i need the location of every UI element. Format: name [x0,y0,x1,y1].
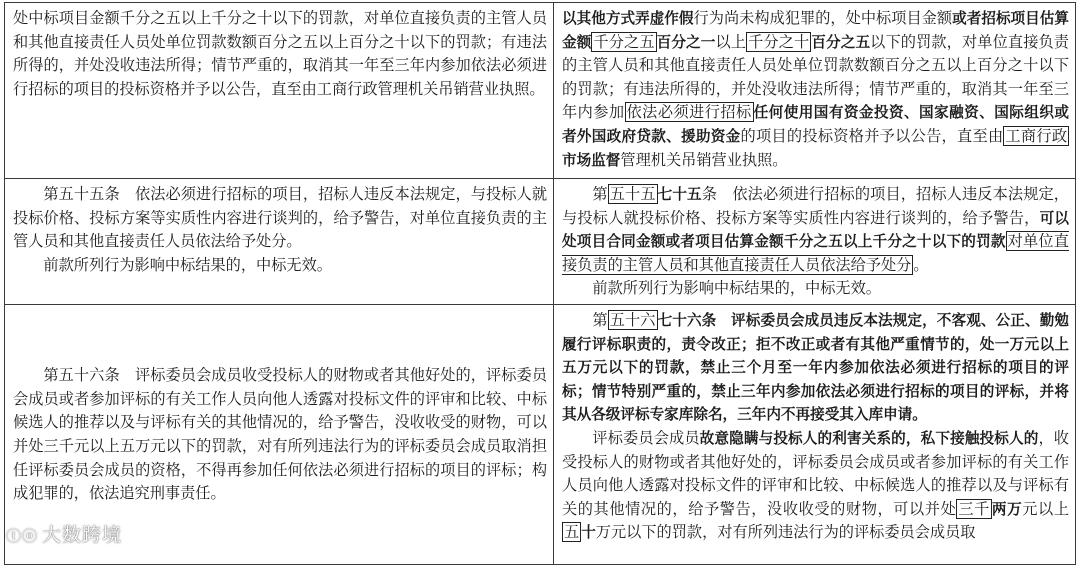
new-paragraph [562,183,1069,277]
watermark [6,520,122,547]
new-paragraph [562,427,1069,545]
added-text: 两万 [991,500,1023,518]
added-text: 市场监督 [562,151,621,169]
deleted-text-box: 千分之十 [748,32,810,51]
brand-logo-icon: ⓣⓞ [6,527,39,545]
old-paragraph: 前款所列行为影响中标结果的，中标无效。 [43,255,332,274]
text-run: 行为尚未构成犯罪的，处中标项目金额 [693,9,953,27]
deleted-text-box: 五十六 [609,310,656,329]
deleted-text-box: 依法必须进行招标 [626,103,752,122]
deleted-text-box: 三千 [958,499,990,518]
text-run: 评标委员会成员 [592,428,700,447]
text-run: 以下的罚款，对单位直接负责的主管人员和其他直接责任人员处单位罚款数额百分之五以上百分之十以下的罚款；有违法所得的，并处没收违法所得；情节严重的，取消其一年至三年内参加 [562,32,1069,122]
deleted-text-box: 五十五 [609,185,656,203]
text-run: 第 [592,310,608,329]
old-paragraph: 第五十五条 依法必须进行招标的项目，招标人违反本法规定，与投标人就投标价格、投标方案等实质性内容进行谈判的，给予警告，对单位直接负责的主管人员和其他直接责任人员依法给予处分。 [13,185,547,251]
table-row [5,3,1076,179]
added-text: 十 [581,524,596,542]
added-text: 任何使用国有资金投资、国家融资、国际组织或者外国政府贷款、援助资金 [562,104,1070,145]
added-text: 故意隐瞒与投标人的利害关系的，私下接触投标人的 [699,429,1039,447]
text-run: 前款所列行为影响中标结果的，中标无效。 [592,279,881,298]
text-run: 第 [592,185,608,203]
table-row [5,179,1076,305]
new-text-cell [554,3,1076,179]
new-text-cell [554,179,1076,305]
deleted-text-box: 千分之五 [593,32,655,51]
text-run: 条 依法必须进行招标的项目，招标人违反本法规定，与投标人就投标价格、投标方案等实质性内容进行谈判的，给予警告， [562,185,1069,227]
text-run: 管理机关吊销营业执照。 [620,150,788,169]
new-paragraph [562,7,1069,172]
added-text: 七十六 [657,311,702,329]
added-text: 百分之一 [656,33,716,51]
new-paragraph [562,309,1069,427]
added-text: 百分之五 [811,33,871,51]
added-text: 可以处项目合同金额或者项目估算金额千分之五以上千分之十以下的罚款 [562,209,1069,251]
added-text: 条 评标委员会成员违反本法规定，不客观、公正、勤勉履行评标职责的，责令改正；拒不改正或者有其他严重情节的，处一万元以上五万元以下的罚款，禁止三个月至一年内参加依法必须进行招标的项目的评标；情节特别严重的，禁止三年内参加依法必须进行招标的项目的评标，并将其从各级评标专家库除名，三年内不再接受其入库申请。 [562,311,1069,424]
new-paragraph [562,277,1069,301]
added-text: 或者招标项目估算金额 [562,10,1069,51]
watermark-text: 大数跨境 [42,524,123,546]
text-run: 以上 [715,32,747,51]
table-row [5,304,1076,564]
old-text-cell [5,3,554,179]
text-run: 的项目的投标资格并予以公告，直至由 [740,126,1004,145]
old-text-cell [5,179,554,305]
comparison-table [4,2,1076,565]
deleted-text-box: 工商行政 [1005,126,1068,145]
text-run: 。 [913,255,929,274]
text-run: 万元以下的罚款，对有所列违法行为的评标委员会成员取 [595,523,976,542]
text-run: 元以上 [1022,499,1070,518]
added-text: 七十五 [657,186,702,203]
text-run: ，收受投标人的财物或者其他好处的，评标委员会成员或者参加评标的有关工作人员向他人透露对投标文件的评审和比较、中标候选人的推荐以及与评标有关的其他情况的，给予警告，没收收受的财物，可以并处 [562,428,1069,518]
old-paragraph: 处中标项目金额千分之五以上千分之十以下的罚款，对单位直接负责的主管人员和其他直接责任人员处单位罚款数额百分之五以上百分之十以下的罚款；有违法所得的，并处没收违法所得；情节严重的，取消其一年至三年内参加依法必须进行招标的项目的投标资格并予以公告，直至由工商行政管理机关吊销营业执照。 [13,9,547,98]
deleted-text-box: 对单位直接负责的主管人员和其他直接责任人员依法给予处分 [562,232,1069,274]
new-text-cell [554,304,1076,564]
deleted-text-box: 五 [564,523,580,542]
added-text: 以其他方式弄虚作假 [562,10,694,27]
old-paragraph: 第五十六条 评标委员会成员收受投标人的财物或者其他好处的，评标委员会成员或者参加评标的有关工作人员向他人透露对投标文件的评审和比较、中标候选人的推荐以及与评标有关的其他情况的，给予警告，没收收受的财物，可以并处三千元以上五万元以下的罚款，对有所列违法行为的评标委员会成员取消担任评标委员会成员的资格，不得再参加任何依法必须进行招标的项目的评标；构成犯罪的，依法追究刑事责任。 [13,366,547,503]
